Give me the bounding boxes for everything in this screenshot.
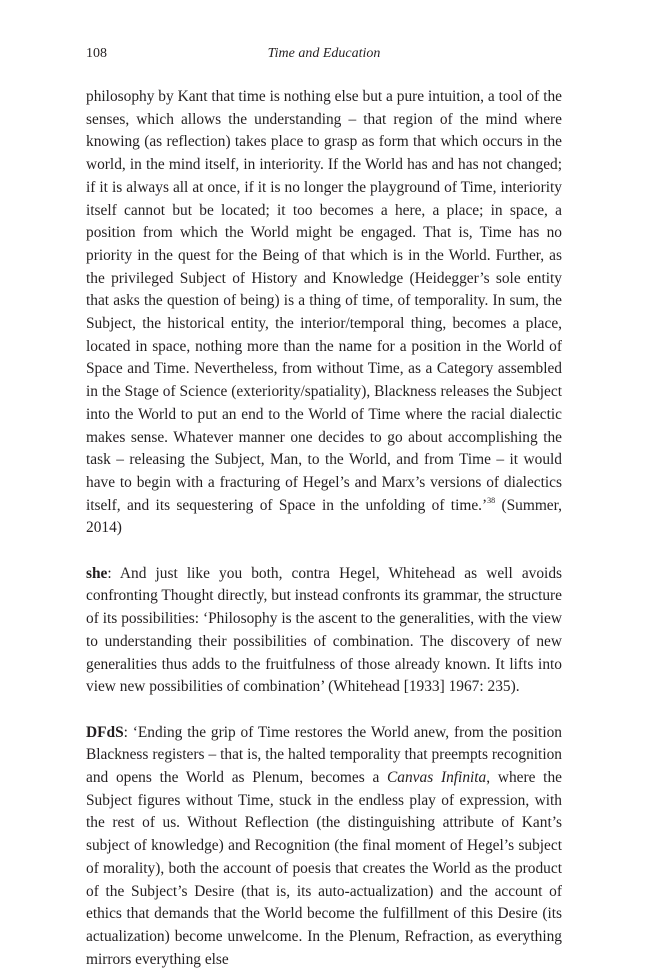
running-title: Time and Education bbox=[267, 46, 381, 61]
paragraph-quote-continuation bbox=[86, 86, 562, 540]
paragraph-she bbox=[86, 563, 562, 699]
running-head bbox=[86, 44, 562, 64]
page-number: 108 bbox=[86, 46, 107, 61]
body-text bbox=[86, 86, 562, 971]
paragraph-text: : ‘Ending the grip of Time restores the World anew, from the position Blackness registers – that is, the halted temporality that preempts recognition and opens the World as Plenum, becomes a bbox=[86, 723, 562, 787]
paragraph-text: : And just like you both, contra Hegel, Whitehead as well avoids confronting Thought directly, but instead confronts its grammar, the structure of its possibilities: ‘Philosophy is the ascent to the generalities, with the view to understanding their possibilities of combination. The discovery of new generalities thus adds to the fruitfulness of those already known. It lifts into view new possibilities of combination’ (Whitehead [1933] 1967: 235). bbox=[86, 564, 562, 696]
paragraph-dfds bbox=[86, 722, 562, 972]
paragraph-text-continued: , where the Subject figures without Time, stuck in the endless play of expression, with the rest of us. Without Reflection (the distinguishing attribute of Kant’s subject of knowledge) and Recognition (the final moment of Hegel’s subject of morality), both the account of poesis that creates the World as the product of the Subject’s Desire (that is, its auto-actualization) and the account of ethics that demands that the World become the fulfillment of this Desire (its actualization) become unwelcome. In the Plenum, Refraction, as everything mirrors everything else bbox=[86, 769, 562, 968]
citation: (Summer, 2014) bbox=[86, 496, 562, 537]
footnote-marker: 38 bbox=[487, 495, 496, 505]
speaker-label: she bbox=[86, 564, 108, 582]
speaker-label: DFdS bbox=[86, 723, 124, 741]
italic-term: Canvas Infinita bbox=[387, 769, 487, 787]
paragraph-text: philosophy by Kant that time is nothing else but a pure intuition, a tool of the senses, which allows the understanding – that region of the mind where knowing (as reflection) takes place to grasp as form that which occurs in the world, in the mind itself, in interiority. If the World has and has not changed; if it is always all at once, if it is no longer the playground of Time, interiority itself cannot but be located; it too becomes a here, a place; in space, a position from which the World might be engaged. That is, Time has no priority in the quest for the Being of that which is in the World. Further, as the privileged Subject of History and Knowledge (Heidegger’s sole entity that asks the question of being) is a thing of time, of temporality. In sum, the Subject, the historical entity, the interior/temporal thing, becomes a place, located in space, nothing more than the name for a position in the World of Space and Time. Nevertheless, from without Time, as a Category assembled in the Stage of Science (exteriority/spatiality), Blackness releases the Subject into the World to put an end to the World of Time where the racial dialectic makes sense. Whatever manner one decides to go about accomplishing the task – releasing the Subject, Man, to the World, and from Time – it would have to begin with a fracturing of Hegel’s and Marx’s versions of dialectics itself, and its sequestering of Space in the unfolding of time.’ bbox=[86, 88, 562, 514]
